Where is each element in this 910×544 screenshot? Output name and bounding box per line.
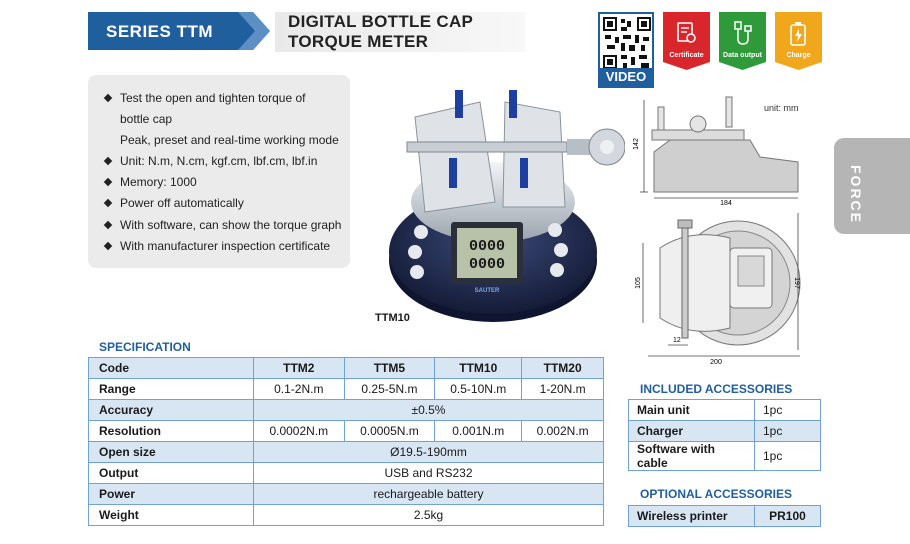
table-header-cell: TTM2 bbox=[254, 358, 345, 379]
feature-item: Memory: 1000 bbox=[105, 175, 197, 189]
series-banner bbox=[88, 12, 270, 50]
bullet-icon bbox=[104, 157, 112, 165]
certificate-icon bbox=[675, 21, 698, 47]
row-label: Range bbox=[89, 379, 254, 400]
specification-table bbox=[88, 357, 604, 526]
table-cell: 0.0002N.m bbox=[254, 421, 345, 442]
table-row bbox=[89, 463, 604, 484]
table-cell: 0.002N.m bbox=[522, 421, 604, 442]
row-label: Accuracy bbox=[89, 400, 254, 421]
table-cell: 0.5-10N.m bbox=[435, 379, 522, 400]
product-image bbox=[385, 82, 625, 327]
table-row bbox=[89, 400, 604, 421]
table-header-cell: TTM5 bbox=[344, 358, 435, 379]
table-cell: 1-20N.m bbox=[522, 379, 604, 400]
accessory-qty: 1pc bbox=[755, 421, 821, 442]
accessory-model: PR100 bbox=[755, 506, 821, 527]
table-header-row bbox=[89, 358, 604, 379]
dim-200: 200 bbox=[710, 359, 722, 366]
feature-item: Unit: N.m, N.cm, kgf.cm, lbf.cm, lbf.in bbox=[105, 154, 317, 168]
unit-label: unit: mm bbox=[764, 103, 799, 113]
accessory-name: Charger bbox=[629, 421, 755, 442]
category-tab-label: FORCE bbox=[848, 165, 864, 224]
accessory-qty: 1pc bbox=[755, 442, 821, 471]
certificate-badge bbox=[663, 12, 710, 70]
series-label: SERIES TTM bbox=[106, 22, 214, 41]
table-row bbox=[89, 379, 604, 400]
bullet-icon bbox=[104, 178, 112, 186]
feature-item: Test the open and tighten torque of bbox=[105, 91, 305, 105]
bullet-icon bbox=[104, 242, 112, 250]
video-qr-code[interactable] bbox=[598, 12, 654, 88]
category-tab[interactable] bbox=[834, 138, 910, 234]
optional-accessories-title: OPTIONAL ACCESSORIES bbox=[640, 487, 793, 501]
optional-accessories-table bbox=[628, 505, 821, 527]
table-row bbox=[89, 421, 604, 442]
row-label: Power bbox=[89, 484, 254, 505]
table-row bbox=[89, 505, 604, 526]
dim-12: 12 bbox=[673, 337, 681, 344]
table-cell: 0.001N.m bbox=[435, 421, 522, 442]
table-row bbox=[629, 400, 821, 421]
dim-width-top: 184 bbox=[720, 200, 732, 207]
row-label: Resolution bbox=[89, 421, 254, 442]
display-line2: 0000 bbox=[468, 256, 506, 273]
row-label: Open size bbox=[89, 442, 254, 463]
data-output-badge bbox=[719, 12, 766, 70]
side-view-drawing bbox=[630, 92, 810, 207]
top-view-drawing bbox=[630, 208, 805, 368]
feature-item-continuation: Peak, preset and real-time working mode bbox=[120, 133, 339, 147]
row-label: Output bbox=[89, 463, 254, 484]
table-row bbox=[89, 484, 604, 505]
table-cell: rechargeable battery bbox=[254, 484, 604, 505]
data-output-label: Data output bbox=[723, 52, 762, 59]
usb-cable-icon bbox=[731, 21, 754, 47]
certificate-label: Certificate bbox=[669, 52, 704, 59]
page-title-line2: TORQUE METER bbox=[288, 32, 429, 51]
feature-item-continuation: bottle cap bbox=[120, 112, 173, 126]
video-label: VIDEO bbox=[600, 68, 652, 86]
table-cell: USB and RS232 bbox=[254, 463, 604, 484]
specification-title: SPECIFICATION bbox=[99, 340, 191, 354]
charge-label: Charge bbox=[786, 52, 811, 59]
table-cell: 2.5kg bbox=[254, 505, 604, 526]
charge-badge bbox=[775, 12, 822, 70]
row-label: Weight bbox=[89, 505, 254, 526]
bullet-icon bbox=[104, 199, 112, 207]
display-line1: 0000 bbox=[468, 238, 506, 255]
table-cell: 0.25-5N.m bbox=[344, 379, 435, 400]
table-cell: 0.0005N.m bbox=[344, 421, 435, 442]
table-header-cell: Code bbox=[89, 358, 254, 379]
battery-charge-icon bbox=[787, 21, 810, 47]
feature-item: Power off automatically bbox=[105, 196, 244, 210]
accessory-qty: 1pc bbox=[755, 400, 821, 421]
dim-height: 142 bbox=[633, 138, 640, 150]
page-title-line1: DIGITAL BOTTLE CAP bbox=[288, 12, 474, 31]
table-row bbox=[629, 506, 821, 527]
included-accessories-title: INCLUDED ACCESSORIES bbox=[640, 382, 793, 396]
dim-197: 197 bbox=[793, 277, 800, 289]
feature-item: With software, can show the torque graph bbox=[105, 218, 341, 232]
table-cell: ±0.5% bbox=[254, 400, 604, 421]
table-header-cell: TTM10 bbox=[435, 358, 522, 379]
bullet-icon bbox=[104, 221, 112, 229]
table-row bbox=[629, 421, 821, 442]
product-model-label: TTM10 bbox=[375, 312, 410, 324]
included-accessories-table bbox=[628, 399, 821, 471]
brand-label: SAUTER bbox=[474, 288, 500, 294]
table-header-cell: TTM20 bbox=[522, 358, 604, 379]
accessory-name: Software with cable bbox=[629, 442, 755, 471]
table-row bbox=[89, 442, 604, 463]
accessory-name: Wireless printer bbox=[629, 506, 755, 527]
accessory-name: Main unit bbox=[629, 400, 755, 421]
bullet-icon bbox=[104, 94, 112, 102]
table-cell: Ø19.5-190mm bbox=[254, 442, 604, 463]
qr-code-icon bbox=[603, 17, 651, 69]
dim-105: 105 bbox=[635, 277, 642, 289]
feature-item: With manufacturer inspection certificate bbox=[105, 239, 330, 253]
table-cell: 0.1-2N.m bbox=[254, 379, 345, 400]
table-row bbox=[629, 442, 821, 471]
